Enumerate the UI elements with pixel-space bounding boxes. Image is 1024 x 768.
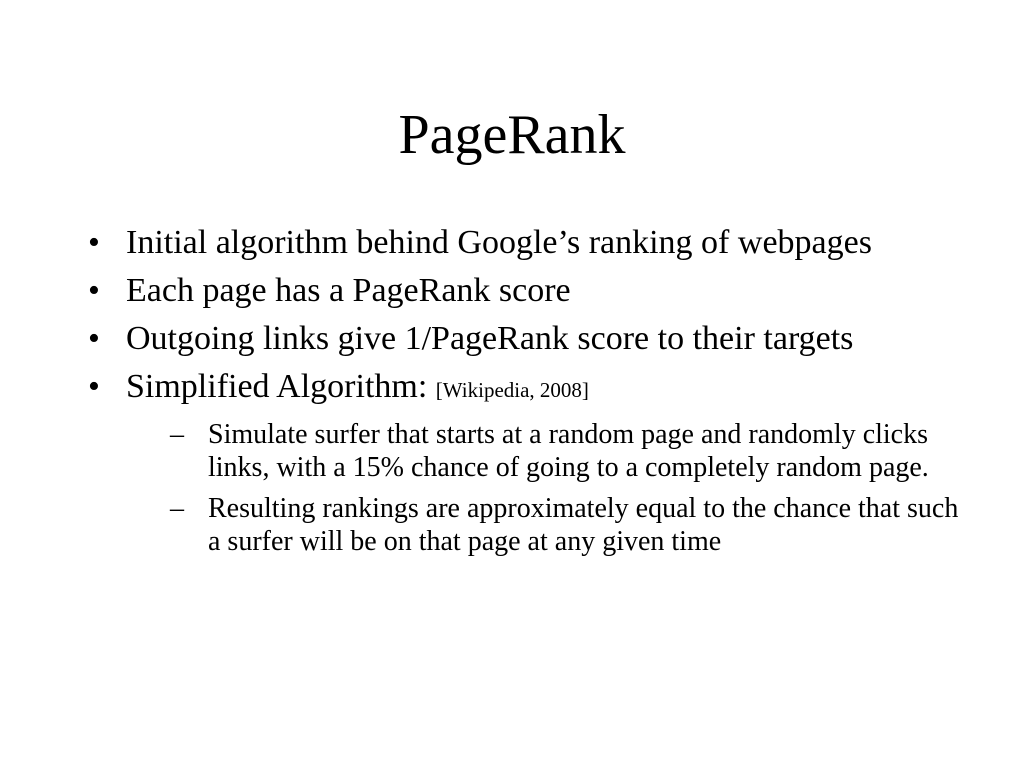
bullet-text: Initial algorithm behind Google’s ranking of webpages	[126, 224, 872, 261]
bullet-marker: •	[88, 224, 100, 261]
bullet-text: Each page has a PageRank score	[126, 272, 571, 309]
bullet-marker: •	[88, 272, 100, 309]
citation: [Wikipedia, 2008]	[435, 378, 589, 402]
bullet-item	[88, 225, 968, 261]
subbullet-list	[126, 418, 968, 558]
subbullet-item	[126, 418, 968, 484]
bullet-marker: •	[88, 368, 100, 405]
bullet-text: Simplified Algorithm:	[126, 368, 428, 405]
bullet-item	[88, 321, 968, 357]
slide-title: PageRank	[398, 104, 626, 166]
bullet-item	[88, 369, 968, 558]
bullet-marker: •	[88, 320, 100, 357]
subbullet-marker: –	[170, 493, 184, 524]
bullet-text: Outgoing links give 1/PageRank score to their targets	[126, 320, 854, 357]
subbullet-marker: –	[170, 419, 184, 450]
bullet-item	[88, 273, 968, 309]
subbullet-text: Resulting rankings are approximately equal to the chance that such a surfer will be on that page at any given time	[208, 493, 959, 557]
subbullet-text: Simulate surfer that starts at a random page and randomly clicks links, with a 15% chance of going to a completely random page.	[208, 419, 929, 483]
subbullet-item	[126, 492, 968, 558]
bullet-list	[88, 225, 968, 570]
